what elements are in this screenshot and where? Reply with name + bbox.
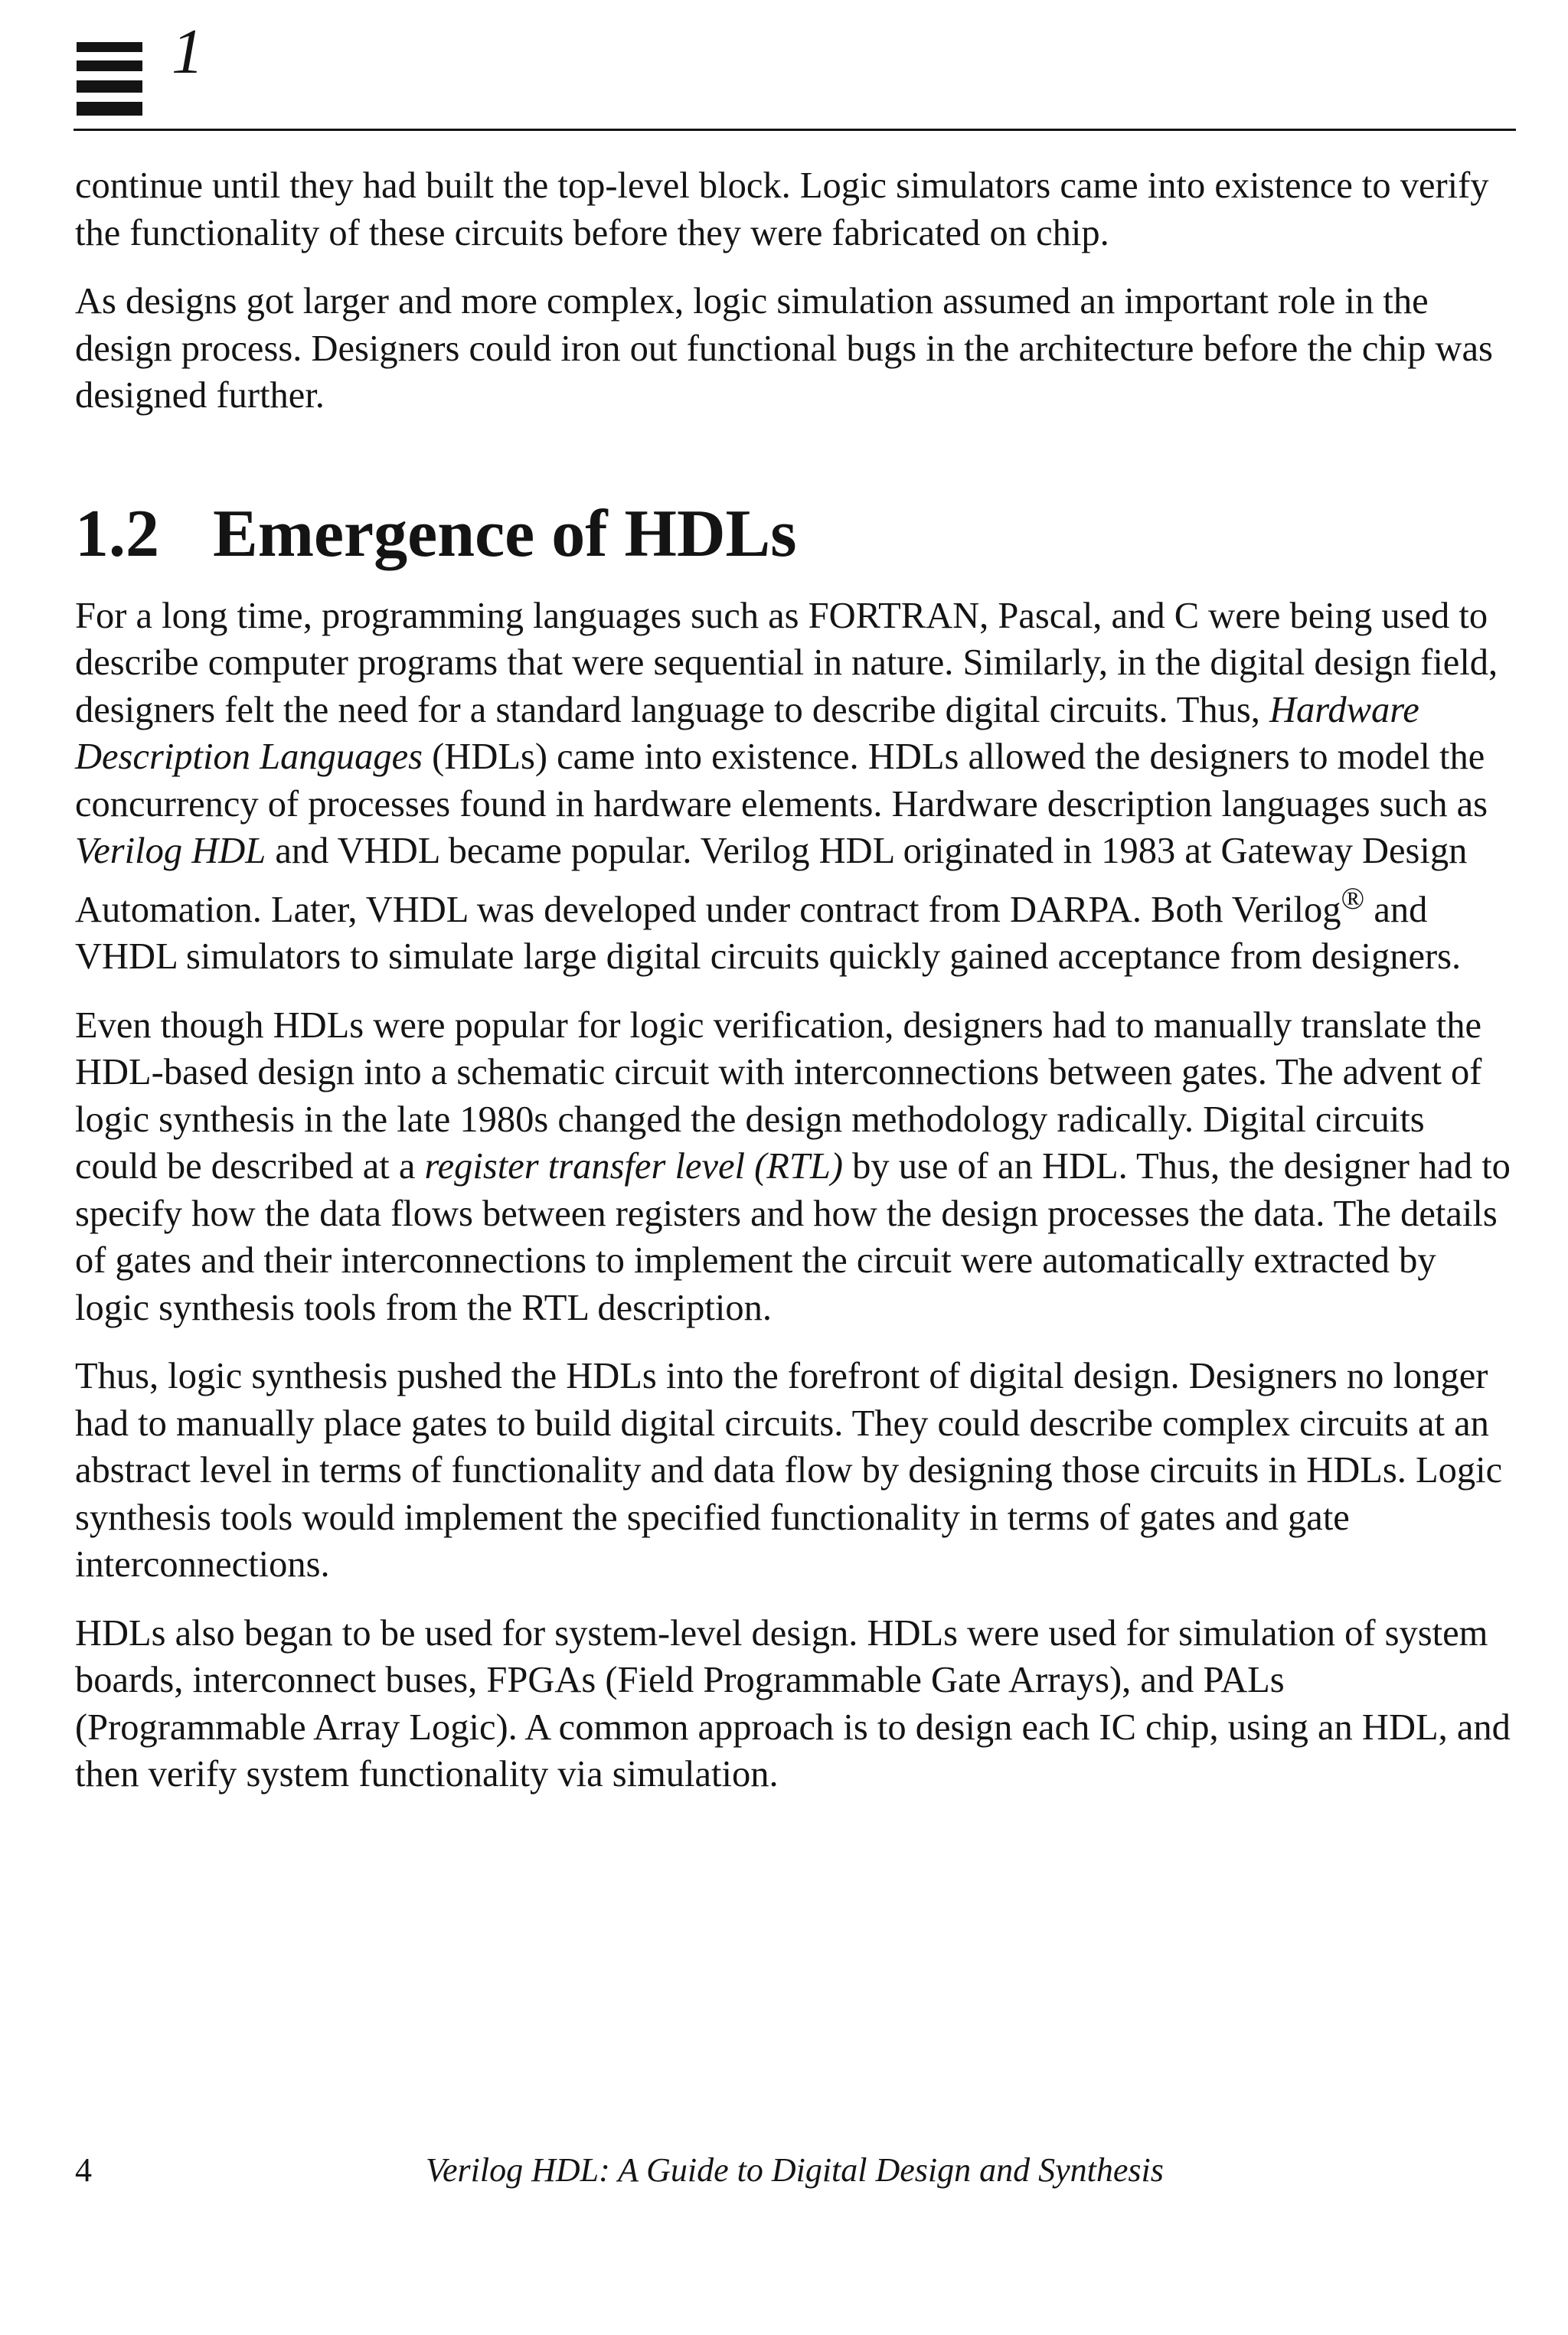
paragraph-4-emphasis-1: register transfer level (RTL)	[424, 1146, 843, 1187]
section-title: Emergence of HDLs	[213, 496, 797, 571]
paragraph-3-text-4: and VHDL simulators to simulate large digital circuits quickly gained acceptance from designers.	[75, 889, 1462, 978]
paragraph-4	[75, 1002, 1514, 1332]
paragraph-3-emphasis-2: Verilog HDL	[75, 831, 266, 871]
paragraph-4-text-1: Even though HDLs were popular for logic verification, designers had to manually translate the HDL-based design into a schematic circuit with interconnections between gates. The advent of logic synthesis in the late 1980s changed the design methodology radically. Digital circuits could be described at a	[75, 1004, 1482, 1187]
paragraph-3-emphasis-1: Hardware Description Languages	[75, 689, 1419, 777]
chapter-number: 1	[172, 16, 204, 87]
section-heading	[75, 498, 1514, 571]
page-footer	[75, 2144, 1514, 2197]
registered-mark: ®	[1341, 880, 1365, 916]
paragraph-4-text-2: by use of an HDL. Thus, the designer had to specify how the data flows between registers and how the design processes the data. The details of gates and their interconnections to implement the circuit were automatically extracted by logic synthesis tools from the RTL description.	[75, 1146, 1511, 1328]
paragraph-3-text-1: For a long time, programming languages such as FORTRAN, Pascal, and C were being used to describe computer programs that were sequential in nature. Similarly, in the digital design field, designers felt the need for a standard language to describe digital circuits. Thus,	[75, 595, 1498, 730]
paragraph-6: HDLs also began to be used for system-level design. HDLs were used for simulation of system boards, interconnect buses, FPGAs (Field Programmable Gate Arrays), and PALs (Programmable Array Logic). A common approach is to design each IC chip, using an HDL, and then verify system functionality via simulation.	[75, 1612, 1511, 1795]
paragraph-2: As designs got larger and more complex, logic simulation assumed an important role in the design process. Designers could iron out functional bugs in the architecture before the chip was designed further.	[75, 281, 1493, 416]
header-rule	[74, 129, 1516, 131]
paragraph-3-text-2: (HDLs) came into existence. HDLs allowed the designers to model the concurrency of processes found in hardware elements. Hardware description languages such as	[75, 736, 1488, 825]
chapter-bars-icon	[77, 42, 142, 119]
page-number: 4	[75, 2151, 92, 2189]
page-content	[75, 162, 1514, 1820]
paragraph-5: Thus, logic synthesis pushed the HDLs into the forefront of digital design. Designers no longer had to manually place gates to build digital circuits. They could describe complex circuits at an abstract level in terms of functionality and data flow by designing those circuits in HDLs. Logic synthesis tools would implement the specified functionality in terms of gates and gate interconnections.	[75, 1356, 1503, 1586]
paragraph-3	[75, 593, 1514, 981]
paragraph-3-text-3: and VHDL became popular. Verilog HDL originated in 1983 at Gateway Design Automation. Later, VHDL was developed under contract from DARPA. Both Verilog	[75, 831, 1468, 930]
section-number: 1.2	[75, 496, 159, 571]
paragraph-1: continue until they had built the top-level block. Logic simulators came into existence to verify the functionality of these circuits before they were fabricated on chip.	[75, 165, 1489, 253]
running-title: Verilog HDL: A Guide to Digital Design and Synthesis	[426, 2151, 1164, 2189]
